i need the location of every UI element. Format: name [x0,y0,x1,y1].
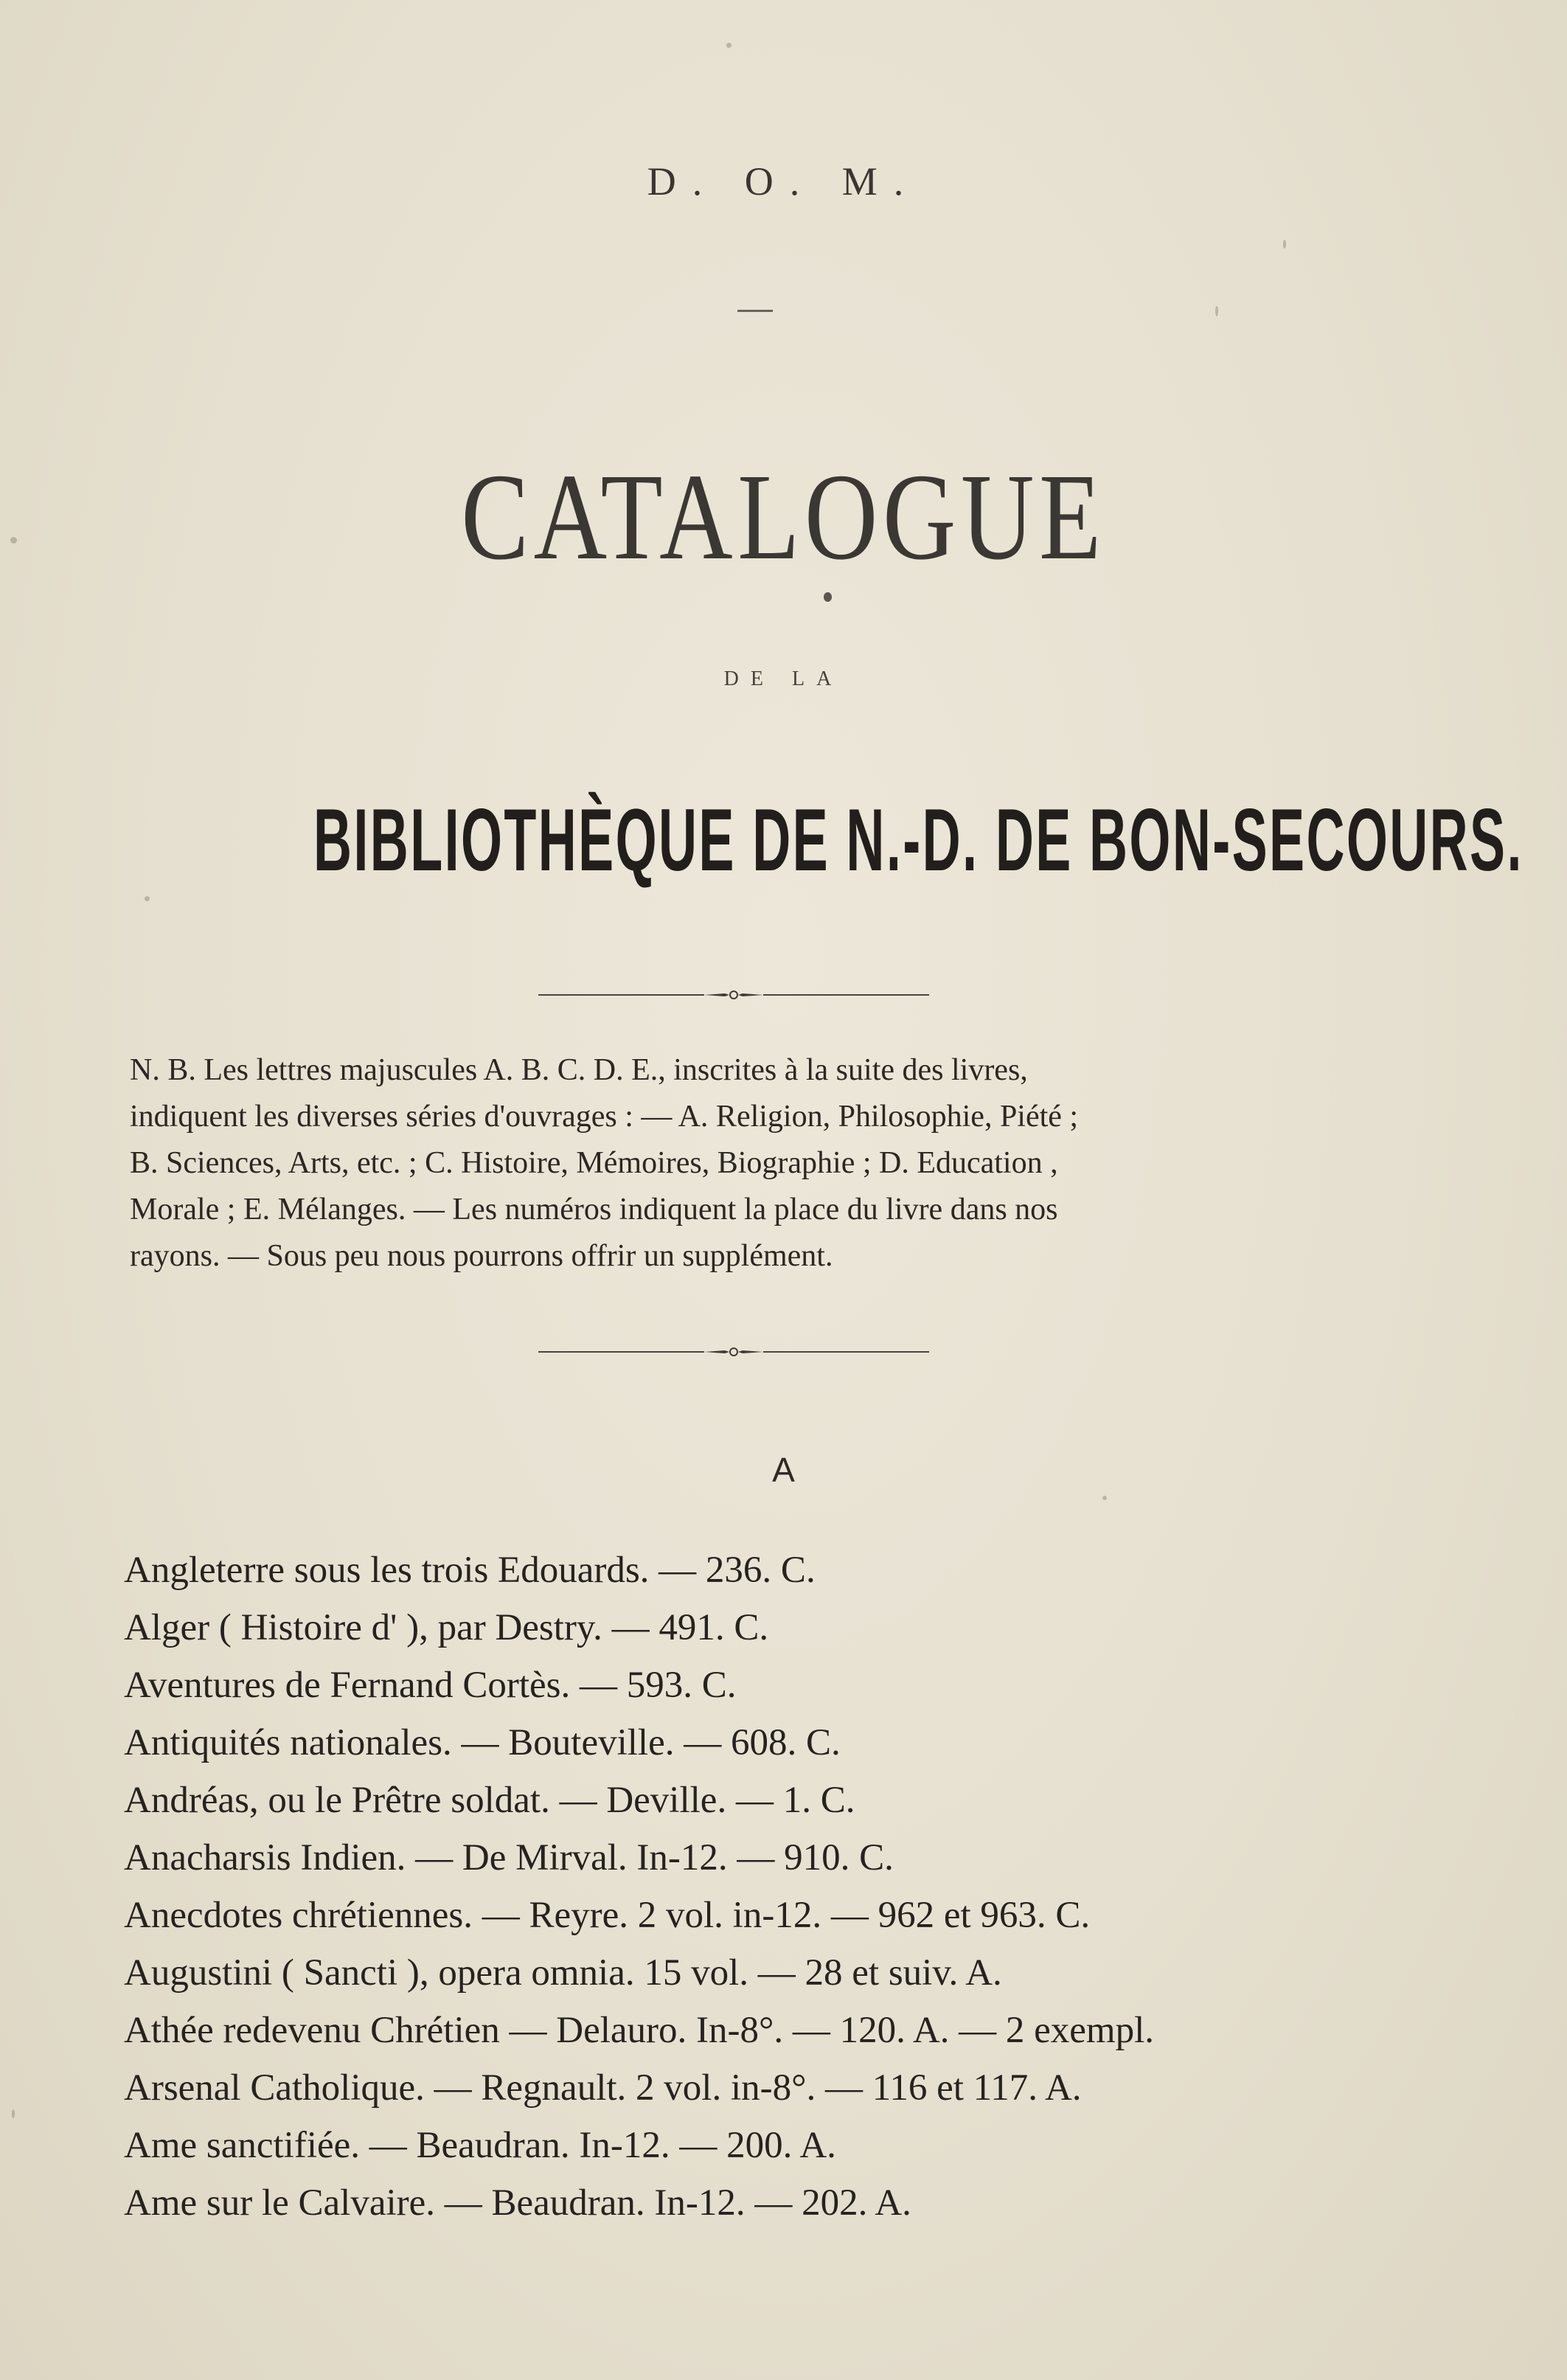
paper-speck [1283,240,1286,249]
note-line: Morale ; E. Mélanges. — Les numéros indiquent la place du livre dans nos [130,1193,1058,1227]
ornament-divider-top [538,984,929,1006]
dom-heading: D. O. M. [647,159,920,204]
title-dash [737,310,773,312]
catalogue-entry: Arsenal Catholique. — Regnault. 2 vol. in-8°. — 116 et 117. A. [124,2067,1082,2109]
note-line: N. B. Les lettres majuscules A. B. C. D. E., inscrites à la suite des livres, [130,1053,1028,1087]
note-line: B. Sciences, Arts, etc. ; C. Histoire, Mémoires, Biographie ; D. Education , [130,1146,1058,1180]
section-letter: A [772,1451,795,1489]
catalogue-entry: Aventures de Fernand Cortès. — 593. C. [124,1665,737,1706]
catalogue-entry: Antiquités nationales. — Bouteville. — 608. C. [124,1722,841,1763]
note-line: indiquent les diverses séries d'ouvrages : — A. Religion, Philosophie, Piété ; [130,1100,1079,1134]
library-name: BIBLIOTHÈQUE DE N.-D. DE BON-SECOURS. [313,791,1523,889]
ornament-divider-bottom [538,1341,929,1363]
title-bullet [824,592,832,602]
paper-speck [145,896,150,901]
paper-speck [1215,306,1218,316]
note-line: rayons. — Sous peu nous pourrons offrir un supplément. [130,1239,833,1273]
catalogue-entry: Andréas, ou le Prêtre soldat. — Deville. — 1. C. [124,1780,855,1821]
de-la-subtitle: DE LA [723,667,844,690]
catalogue-entry: Athée redevenu Chrétien — Delauro. In-8°. — 120. A. — 2 exempl. [124,2010,1155,2051]
catalogue-entry: Alger ( Histoire d' ), par Destry. — 491. C. [124,1607,769,1648]
catalogue-entry: Anacharsis Indien. — De Mirval. In-12. — 910. C. [124,1837,894,1878]
catalogue-entry: Anecdotes chrétiennes. — Reyre. 2 vol. in-12. — 962 et 963. C. [124,1895,1091,1936]
catalogue-entry: Ame sur le Calvaire. — Beaudran. In-12. — 202. A. [124,2182,911,2224]
paper-speck [726,43,732,48]
catalogue-entry: Ame sanctifiée. — Beaudran. In-12. — 200. A. [124,2125,836,2166]
paper-speck [1102,1496,1107,1500]
catalogue-entry: Augustini ( Sancti ), opera omnia. 15 vol. — 28 et suiv. A. [124,1952,1002,1994]
paper-speck [12,2109,15,2118]
catalogue-entries [124,1541,1377,2232]
catalogue-title: CATALOGUE [461,448,1106,586]
nota-bene-paragraph [130,1047,1354,1280]
catalogue-entry: Angleterre sous les trois Edouards. — 236. C. [124,1550,816,1591]
paper-speck [10,537,17,544]
